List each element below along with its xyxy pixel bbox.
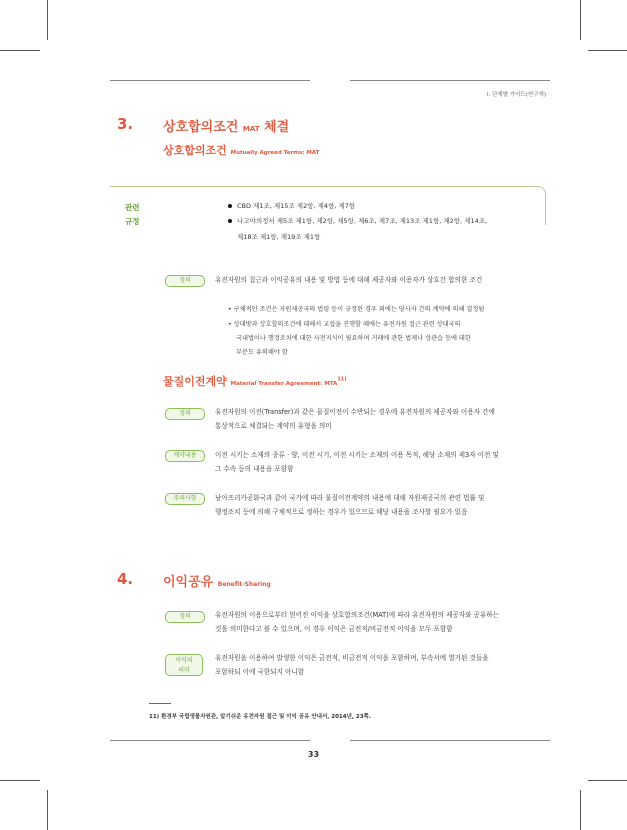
- mat-bullet: 국내법이나 행정조치에 대한 사전지식이 필요하며 거래에 관한 법제나 상관습 등에 대한: [236, 335, 471, 342]
- definition-tag: 정의: [165, 611, 205, 623]
- bottom-rule: [350, 740, 550, 741]
- meaning-text: 유전자원을 이용하여 발생한 이익은 금전적, 비금전적 이익을 포함하며, 부속서에 열거된 것들을: [215, 654, 489, 662]
- definition-tag: 정의: [165, 275, 205, 287]
- definition-text: 것을 의미한다고 볼 수 있으며, 이 경우 이익은 금전적/비금전적 이익을 모두 포함함: [215, 625, 453, 633]
- meaning-tag: 이익의 의미: [165, 654, 203, 676]
- related-label: 관련: [125, 203, 140, 212]
- subsection-title: 상호합의조건 Mutually Agreed Terms: MAT: [163, 144, 320, 157]
- definition-text: 유전자원의 이용으로부터 얻어진 이익을 상호합의조건(MAT)에 따라 유전자원의 제공자와 공유하는: [215, 611, 500, 619]
- mta-title: 물질이전계약 Material Transfer Agreement: MTA$^{11)}$: [163, 375, 347, 388]
- running-header: Ⅰ. 단계별 가이드(연구개): [487, 92, 546, 98]
- related-label: 규정: [125, 217, 140, 226]
- crop-mark: [580, 0, 581, 40]
- top-rule: [110, 80, 310, 81]
- footnote-rule: [149, 703, 171, 704]
- bullet-dot: [228, 204, 232, 208]
- caution-tag: 주의사항: [165, 493, 205, 505]
- crop-mark: [0, 50, 40, 51]
- bottom-rule: [110, 740, 310, 741]
- crop-mark: [588, 780, 627, 781]
- related-item: CBD 제1조, 제15조 제2항, 제4항, 제7항: [237, 202, 356, 210]
- section-title: 상호합의조건 MAT 체결: [163, 120, 290, 135]
- crop-mark: [0, 780, 40, 781]
- mat-bullet: 부분도 유의해야 함: [236, 349, 288, 356]
- section-number: 3.: [117, 115, 134, 133]
- caution-text: 행정조치 등에 의해 구체적으로 정하는 경우가 있으므로 해당 내용을 조사할 필요가 있음: [215, 508, 468, 516]
- related-item: 제18조 제1항, 제19조 제1항: [237, 233, 321, 241]
- definition-text: 통상적으로 체결되는 계약의 유형을 의미: [215, 422, 332, 430]
- definition-tag: 정의: [165, 408, 205, 420]
- contract-content-tag: 계약내용: [165, 450, 205, 462]
- contract-content-text: 이전 시키는 소재의 종류 · 양, 이전 시기, 이전 시키는 소재의 이용 목적, 해당 소재의 제3자 이전 및: [215, 451, 499, 459]
- crop-mark: [47, 790, 48, 830]
- bullet-dot: [228, 219, 232, 223]
- definition-text: 유전자원의 이전(Transfer)과 같은 물질이전이 수반되는 경우에 유전자원의 제공자와 이용자 간에: [215, 408, 495, 416]
- section-title: 이익공유 Benefit-Sharing: [163, 575, 271, 590]
- meaning-text: 포함하되 이에 국한되지 아니함: [215, 668, 305, 676]
- crop-mark: [588, 50, 627, 51]
- mat-bullet: • 구체적인 조건은 자원제공국의 법령 등이 규정된 경우 외에는 당사자 간의 계약에 의해 결정됨: [228, 306, 485, 313]
- footnote: 11) 환경부 국립생물자원관, 알기쉬운 유전자원 접근 및 이익 공유 안내서, 2014년, 23쪽.: [149, 714, 371, 720]
- top-rule: [350, 80, 550, 81]
- crop-mark: [580, 790, 581, 830]
- page-number: 33: [307, 750, 320, 759]
- crop-mark: [47, 0, 48, 40]
- mat-bullet: • 상대방과 상호합의조건에 대해서 교섭을 진행할 때에는 유전자원 접근 관련 상대국의: [228, 321, 461, 328]
- section-number: 4.: [117, 570, 134, 588]
- caution-text: 남아프리카공화국과 같이 국가에 따라 물질이전계약의 내용에 대해 자원제공국의 관련 법률 및: [215, 494, 485, 502]
- contract-content-text: 그 수속 등의 내용을 포함함: [215, 465, 294, 473]
- related-item: 나고야의정서 제5조 제1항, 제2항, 제5항, 제6조, 제7조, 제13조 제1항, 제2항, 제14조,: [237, 217, 488, 225]
- definition-text: 유전자원의 접근과 이익공유의 내용 및 방법 등에 대해 제공자와 이용자가 상호간 합의한 조건: [215, 276, 483, 284]
